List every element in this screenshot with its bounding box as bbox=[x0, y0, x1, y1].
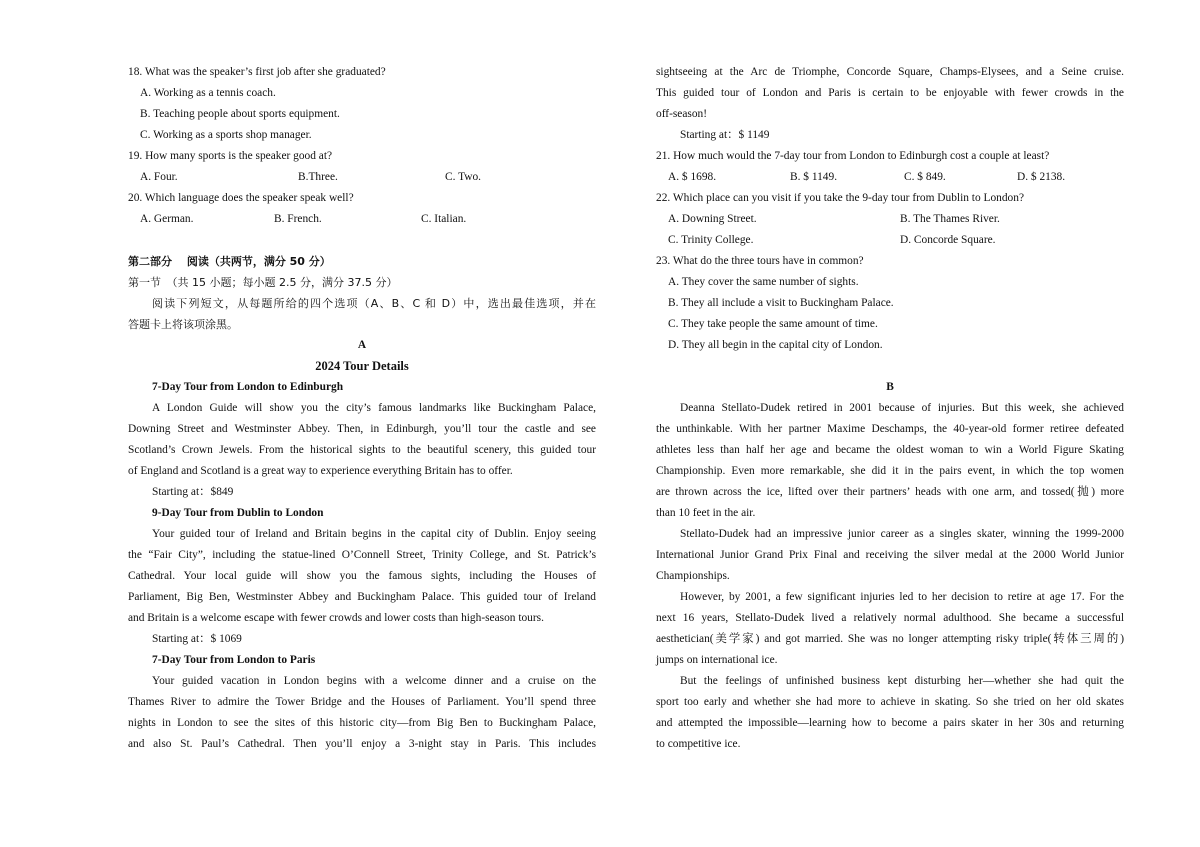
passage-b-line: the unthinkable. With her partner Maxime Deschamps, the 40-year-old former retiree defeated bbox=[656, 423, 1124, 435]
tour2-line: Parliament, Big Ben, Westminster Abbey and Buckingham Palace. This guided tour of Ireland bbox=[128, 591, 596, 603]
tour3-title: 7-Day Tour from London to Paris bbox=[152, 654, 316, 666]
tour1-line: Scotland’s Crown Jewels. From the historical sights to the beautiful scenery, this guided tour bbox=[128, 444, 596, 456]
tour2-price: Starting at：$ 1069 bbox=[152, 633, 242, 645]
q18-option-b: B. Teaching people about sports equipment. bbox=[140, 108, 340, 120]
q22-options-row1 bbox=[656, 209, 1124, 230]
q21-options bbox=[656, 167, 1124, 188]
tour2-line: the “Fair City”, including the statue-lined O’Connell Street, Trinity College, and St. Patrick’s bbox=[128, 549, 596, 561]
passage-b-line: are thrown across the ice, lifted over their partners’ heads with one arm, and tossed(抛) more bbox=[656, 486, 1124, 498]
q22-option-d: D. Concorde Square. bbox=[900, 234, 996, 246]
tour1-price: Starting at：$849 bbox=[152, 486, 234, 498]
tour3-line: Your guided vacation in London begins with a welcome dinner and a cruise on the bbox=[152, 675, 596, 687]
tour3-price: Starting at：$ 1149 bbox=[680, 129, 770, 141]
passage-b-line: aesthetician(美学家) and got married. She was no longer attempting risky triple(转体三周的) bbox=[656, 633, 1124, 645]
q22-option-c: C. Trinity College. bbox=[668, 234, 754, 246]
question-23: 23. What do the three tours have in common? bbox=[656, 255, 864, 267]
passage-title: 2024 Tour Details bbox=[315, 359, 409, 373]
q19-option-c: C. Two. bbox=[445, 171, 482, 183]
q20-option-b: B. French. bbox=[274, 213, 322, 225]
section1-heading: 第一节 （共 15 小题；每小题 2.5 分，满分 37.5 分） bbox=[128, 276, 398, 289]
passage-b-line: Deanna Stellato-Dudek retired in 2001 because of injuries. But this week, she achieved bbox=[680, 402, 1124, 414]
passage-b-line: next 16 years, Stellato-Dudek lived a relatively normal adulthood. She became a successful bbox=[656, 612, 1124, 624]
passage-b-line: and attempted the impossible—learning how to become a pairs skater in her 30s and returning bbox=[656, 717, 1124, 729]
q19-option-b: B.Three. bbox=[298, 171, 338, 183]
tour2-line: Your guided tour of Ireland and Britain begins in the capital city of Dublin. Enjoy seeing bbox=[152, 528, 596, 540]
passage-b-line: to competitive ice. bbox=[656, 738, 741, 750]
q22-option-a: A. Downing Street. bbox=[668, 213, 757, 225]
passage-b-line: But the feelings of unfinished business kept disturbing her—whether she had quit the bbox=[680, 675, 1124, 687]
q21-option-c: C. $ 849. bbox=[904, 171, 946, 183]
q23-option-a: A. They cover the same number of sights. bbox=[668, 276, 859, 288]
q21-option-d: D. $ 2138. bbox=[1017, 171, 1066, 183]
q20-options bbox=[128, 209, 596, 230]
q23-option-c: C. They take people the same amount of time. bbox=[668, 318, 878, 330]
q22-option-b: B. The Thames River. bbox=[900, 213, 1000, 225]
question-19: 19. How many sports is the speaker good at? bbox=[128, 150, 333, 162]
passage-b-line: Championships. bbox=[656, 570, 730, 582]
q21-option-a: A. $ 1698. bbox=[668, 171, 717, 183]
question-20: 20. Which language does the speaker speak well? bbox=[128, 192, 354, 204]
q21-option-b: B. $ 1149. bbox=[790, 171, 838, 183]
right-column bbox=[656, 62, 1124, 755]
q19-options bbox=[128, 167, 596, 188]
tour3-cont-line: sightseeing at the Arc de Triomphe, Concorde Square, Champs-Elysees, and a Seine cruise. bbox=[656, 66, 1124, 78]
passage-b-label: B bbox=[886, 381, 894, 393]
passage-b-line: International Junior Grand Prix Final and receiving the silver medal at the 2000 World Junior bbox=[656, 549, 1124, 561]
q19-option-a: A. Four. bbox=[140, 171, 178, 183]
passage-b-line: sport too early and whether she had more to achieve in skating. So she tried on her old skates bbox=[656, 696, 1124, 708]
tour1-line: of England and Scotland is a great way to experience everything Britain has to offer. bbox=[128, 465, 513, 477]
q23-option-b: B. They all include a visit to Buckingham Palace. bbox=[668, 297, 894, 309]
question-22: 22. Which place can you visit if you take the 9-day tour from Dublin to London? bbox=[656, 192, 1024, 204]
tour2-title: 9-Day Tour from Dublin to London bbox=[152, 507, 324, 519]
tour3-cont-line: This guided tour of London and Paris is certain to be enjoyable with fewer crowds in the bbox=[656, 87, 1124, 99]
tour3-cont-line: off-season! bbox=[656, 108, 708, 120]
part2-heading: 第二部分 阅读（共两节，满分 50 分） bbox=[128, 255, 331, 268]
tour2-line: Cathedral. Your local guide will show you the famous sights, including the Houses of bbox=[128, 570, 596, 582]
instructions-line-2: 答题卡上将该项涂黑。 bbox=[128, 318, 238, 331]
tour3-line: Thames River to admire the Tower Bridge and the Houses of Parliament. You’ll spend three bbox=[128, 696, 596, 708]
tour3-line: nights in London to see the sites of this historic city—from Big Ben to Buckingham Palace, bbox=[128, 717, 596, 729]
passage-b-line: Championship. Even more remarkable, she did it in the pairs event, in which the top women bbox=[656, 465, 1124, 477]
tour1-line: A London Guide will show you the city’s famous landmarks like Buckingham Palace, bbox=[152, 402, 596, 414]
left-column bbox=[128, 62, 596, 755]
instructions-line-1: 阅读下列短文，从每题所给的四个选项（A、B、C 和 D）中，选出最佳选项，并在 bbox=[152, 297, 596, 310]
tour3-line: and also St. Paul’s Cathedral. Then you’ll enjoy a 3-night stay in Paris. This includes bbox=[128, 738, 596, 750]
passage-a-label: A bbox=[357, 339, 367, 351]
passage-b-line: Stellato-Dudek had an impressive junior career as a singles skater, winning the 1999-2000 bbox=[680, 528, 1124, 540]
tour2-line: and Britain is a welcome escape with fewer crowds and lower costs than high-season tours. bbox=[128, 612, 544, 624]
q22-options-row2 bbox=[656, 230, 1124, 251]
q20-option-a: A. German. bbox=[140, 213, 194, 225]
q23-option-d: D. They all begin in the capital city of London. bbox=[668, 339, 883, 351]
q18-option-a: A. Working as a tennis coach. bbox=[140, 87, 276, 99]
passage-b-line: athletes less than half her age and became the oldest woman to win a World Figure Skating bbox=[656, 444, 1124, 456]
q18-option-c: C. Working as a sports shop manager. bbox=[140, 129, 312, 141]
tour1-title: 7-Day Tour from London to Edinburgh bbox=[152, 381, 344, 393]
question-21: 21. How much would the 7-day tour from London to Edinburgh cost a couple at least? bbox=[656, 150, 1050, 162]
passage-b-line: However, by 2001, a few significant injuries led to her decision to retire at age 17. For the bbox=[680, 591, 1124, 603]
passage-b-line: than 10 feet in the air. bbox=[656, 507, 756, 519]
question-18: 18. What was the speaker’s first job after she graduated? bbox=[128, 66, 386, 78]
tour1-line: Downing Street and Westminster Abbey. Then, in Edinburgh, you’ll tour the castle and see bbox=[128, 423, 596, 435]
q20-option-c: C. Italian. bbox=[421, 213, 467, 225]
passage-b-line: jumps on international ice. bbox=[656, 654, 778, 666]
